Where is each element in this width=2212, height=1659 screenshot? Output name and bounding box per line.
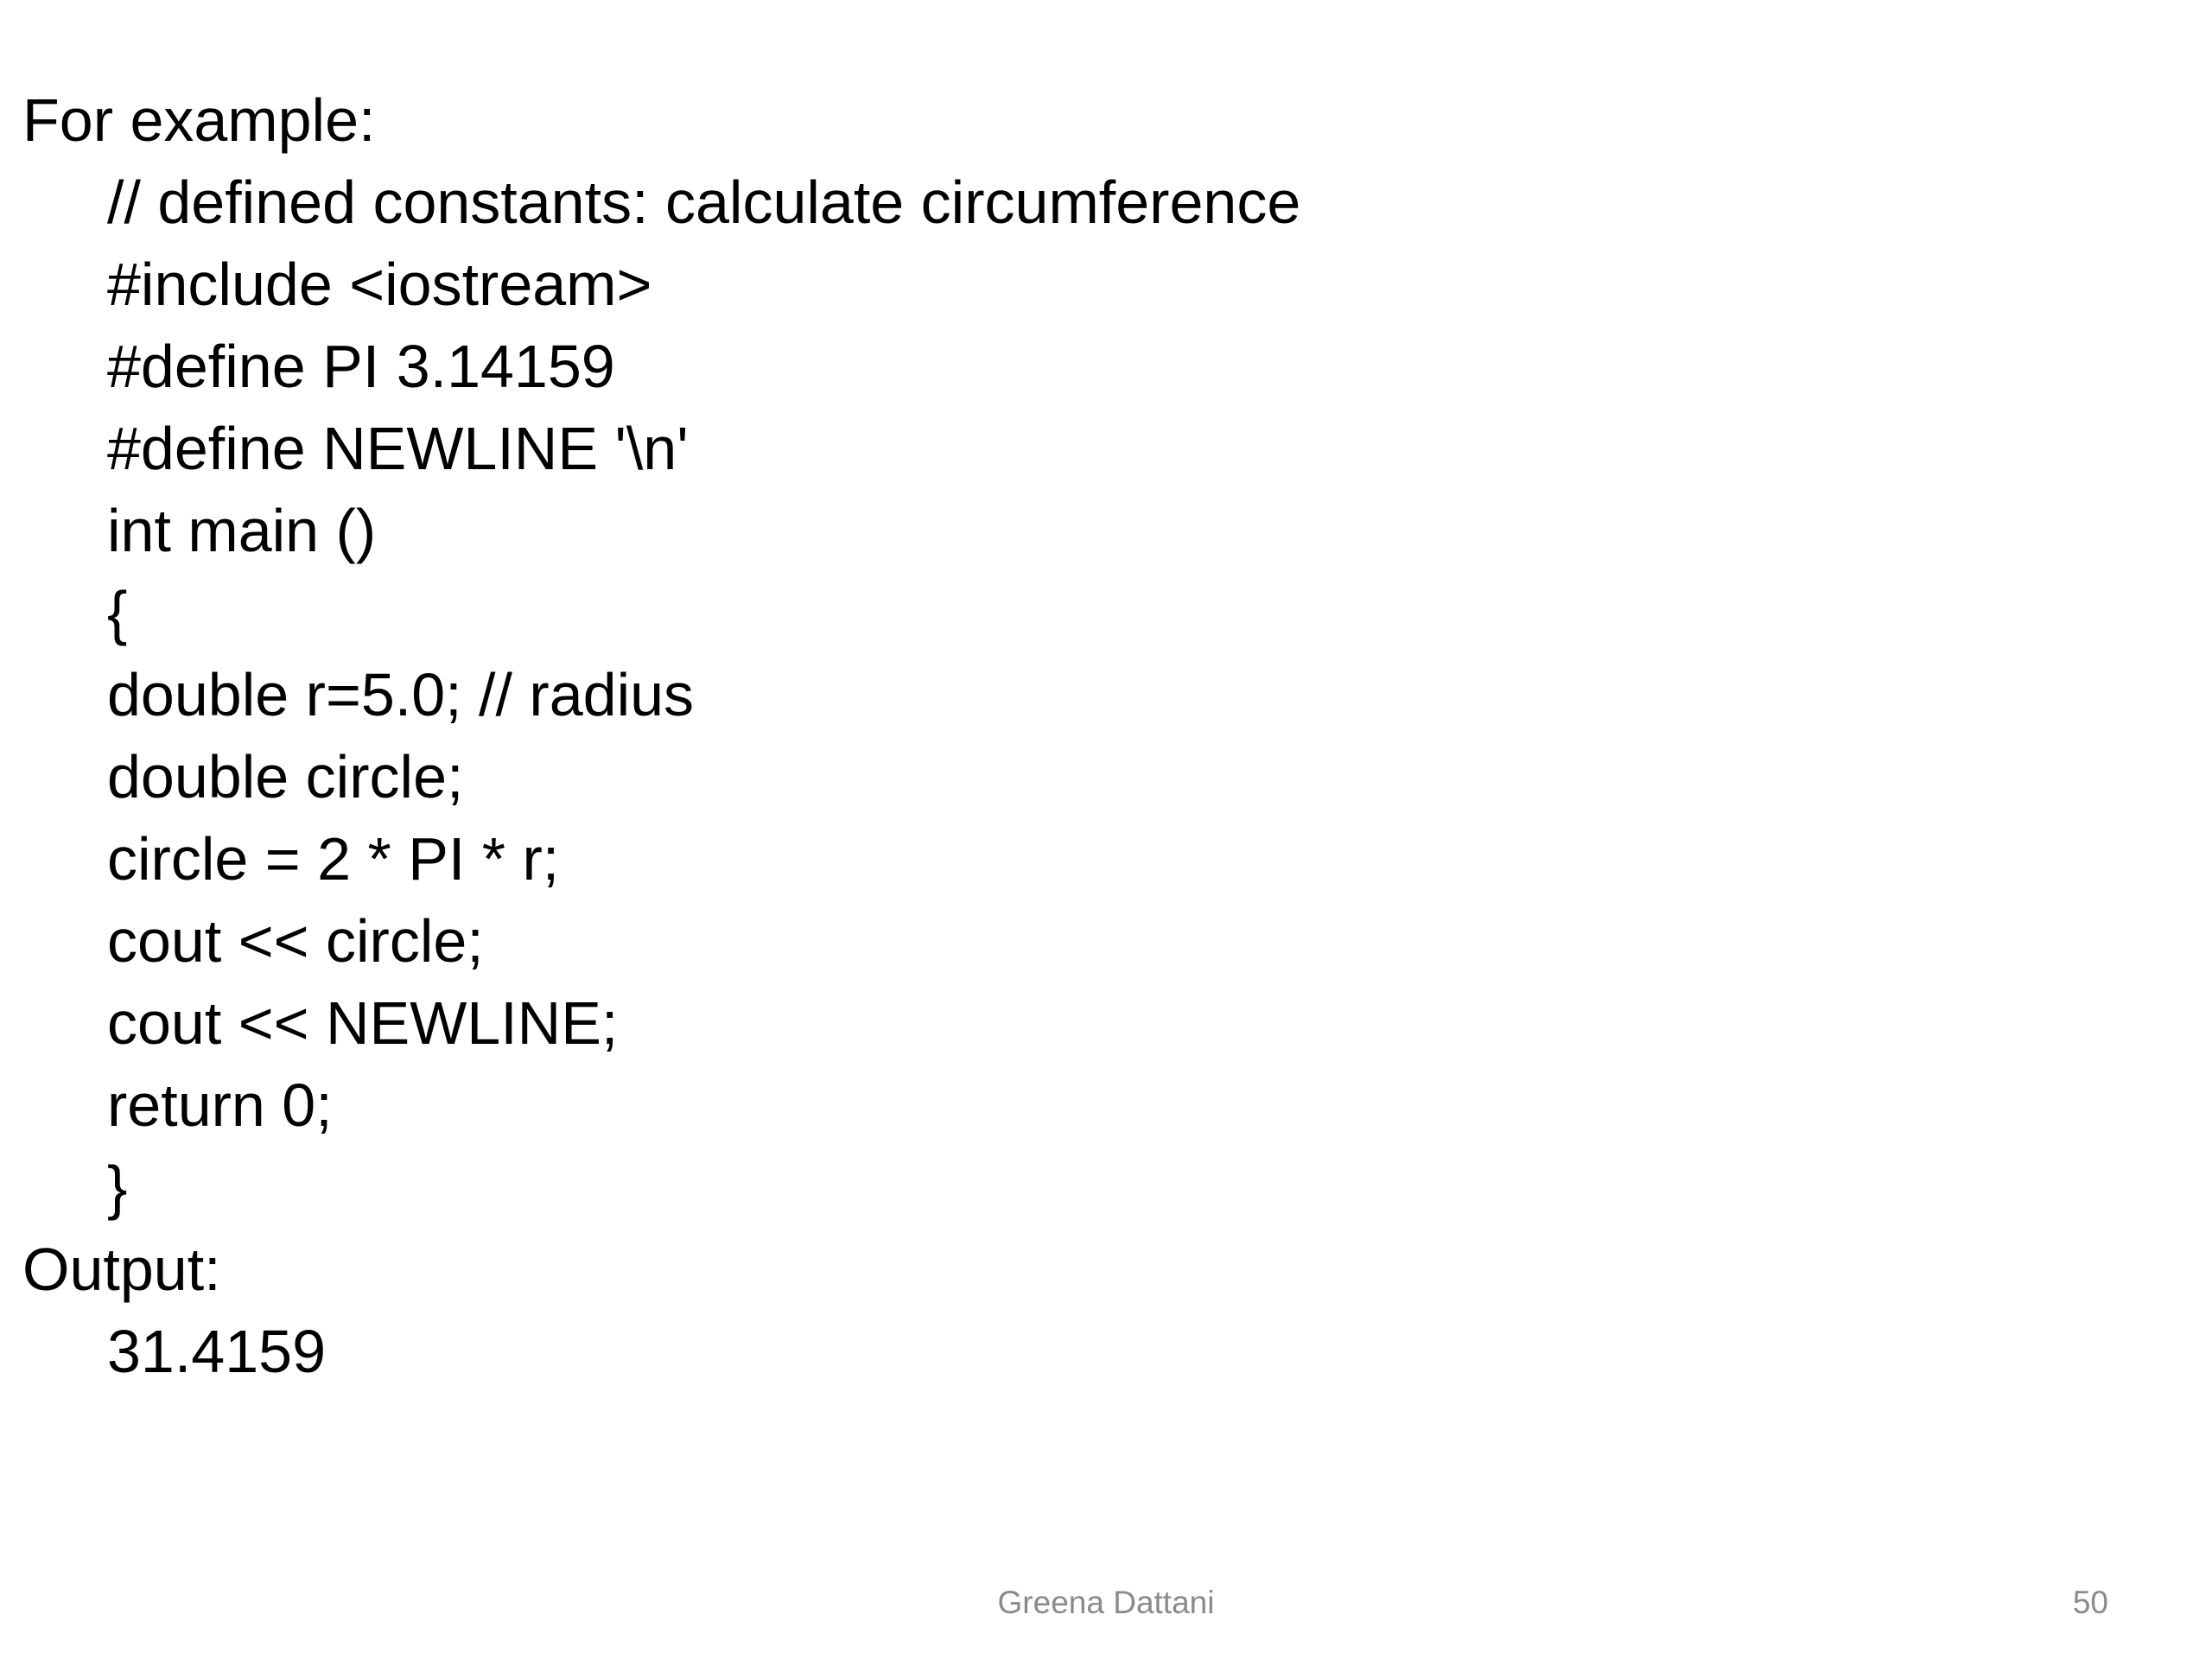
example-heading: For example:: [22, 86, 376, 154]
code-line: int main (): [107, 497, 377, 564]
code-line: return 0;: [107, 1071, 333, 1139]
code-line: #define PI 3.14159: [107, 333, 615, 400]
code-line: {: [107, 579, 128, 646]
code-line: #include <iostream>: [107, 251, 652, 318]
code-line: cout << NEWLINE;: [107, 989, 619, 1057]
output-value: 31.4159: [107, 1318, 327, 1385]
code-line: #define NEWLINE '\n': [107, 415, 689, 482]
code-line: double r=5.0; // radius: [107, 661, 695, 728]
footer-page-number: 50: [2072, 1585, 2108, 1620]
footer-author: Greena Dattani: [997, 1585, 1215, 1620]
code-line: // defined constants: calculate circumference: [107, 168, 1301, 236]
code-line: cout << circle;: [107, 907, 484, 975]
code-line: circle = 2 * PI * r;: [107, 825, 560, 893]
code-line: }: [107, 1154, 128, 1221]
output-heading: Output:: [22, 1236, 221, 1303]
slide-body: [22, 79, 2096, 1393]
code-line: double circle;: [107, 743, 464, 810]
